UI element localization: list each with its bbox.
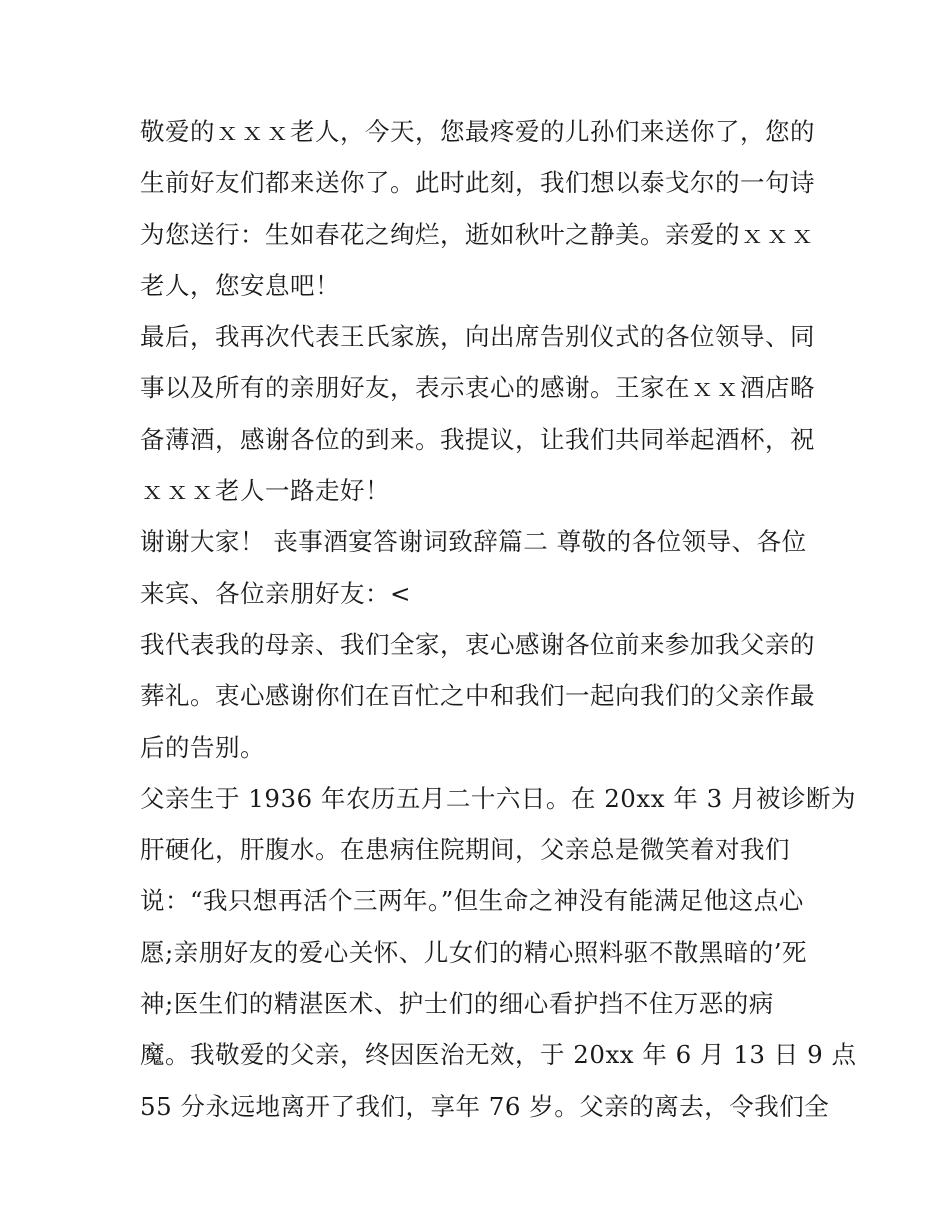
paragraph-farewell [140,106,818,311]
text-line: 老人，您安息吧！ [140,270,340,300]
paragraph-thanks [140,311,818,516]
text-line: 葬礼。衷心感谢你们在百忙之中和我们一起向我们的父亲作最 [140,681,815,711]
text-line: 我代表我的母亲、我们全家，衷心感谢各位前来参加我父亲的 [140,629,815,659]
text-line: 说：“我只想再活个三两年。”但生命之神没有能满足他这点心 [140,886,804,916]
text-line: 事以及所有的亲朋好友，表示衷心的感谢。王家在ｘｘ酒店略 [140,373,815,403]
paragraph-father-biography [140,773,857,1132]
text-line: 最后，我再次代表王氏家族，向出席告别仪式的各位领导、同 [140,322,815,352]
text-line: 生前好友们都来送你了。此时此刻，我们想以泰戈尔的一句诗 [140,168,815,198]
text-line: ｘｘｘ老人一路走好！ [140,476,390,506]
text-line: 谢谢大家！ 丧事酒宴答谢词致辞篇二 尊敬的各位领导、各位 [140,527,807,557]
text-line: 来宾、各位亲朋好友：< [140,578,412,608]
text-line: 魔。我敬爱的父亲，终因医治无效，于 20xx 年 6 月 13 日 9 点 [140,1040,857,1070]
paragraph-section-two-intro [140,516,818,619]
text-line: 愿;亲朋好友的爱心关怀、儿女们的精心照料驱不散黑暗的’死 [140,937,808,967]
text-line: 备薄酒，感谢各位的到来。我提议，让我们共同举起酒杯，祝 [140,424,815,454]
text-line: 神;医生们的精湛医术、护士们的细心看护挡不住万恶的病 [140,989,774,1019]
document-body [140,106,857,1132]
text-line: 父亲生于 1936 年农历五月二十六日。在 20xx 年 3 月被诊断为 [140,783,856,813]
paragraph-family-thanks [140,619,818,773]
text-line: 为您送行：生如春花之绚烂，逝如秋叶之静美。亲爱的ｘｘｘ [140,219,815,249]
text-line: 肝硬化，肝腹水。在患病住院期间，父亲总是微笑着对我们 [140,835,790,865]
text-line: 55 分永远地离开了我们，享年 76 岁。父亲的离去，令我们全 [140,1091,830,1121]
text-line: 后的告别。 [140,732,265,762]
text-line: 敬爱的ｘｘｘ老人，今天，您最疼爱的儿孙们来送你了，您的 [140,117,815,146]
